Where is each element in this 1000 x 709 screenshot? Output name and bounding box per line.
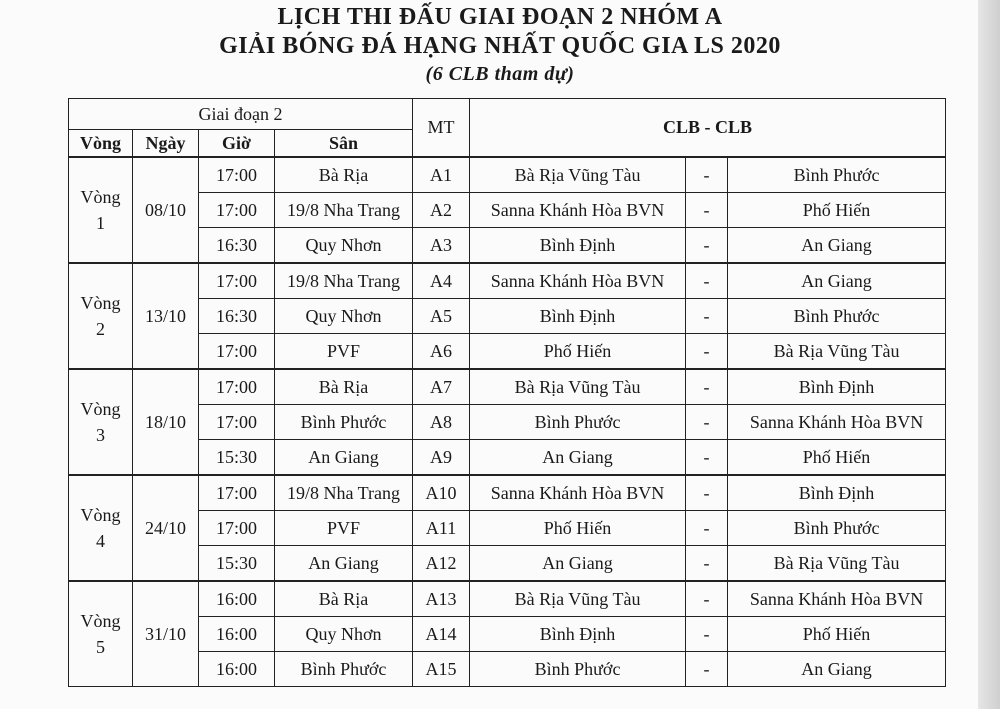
date-cell: 18/10 bbox=[133, 369, 199, 475]
time-cell: 17:00 bbox=[199, 369, 275, 405]
time-cell: 17:00 bbox=[199, 193, 275, 228]
match-code-cell: A5 bbox=[413, 299, 470, 334]
separator-cell: - bbox=[686, 369, 728, 405]
round-cell: Vòng 3 bbox=[69, 369, 133, 475]
match-code-cell: A15 bbox=[413, 652, 470, 687]
away-club-cell: Bình Phước bbox=[728, 511, 946, 546]
date-cell: 31/10 bbox=[133, 581, 199, 687]
match-code-cell: A11 bbox=[413, 511, 470, 546]
match-code-cell: A6 bbox=[413, 334, 470, 370]
home-club-cell: Bình Phước bbox=[470, 405, 686, 440]
away-club-cell: Sanna Khánh Hòa BVN bbox=[728, 405, 946, 440]
venue-cell: Quy Nhơn bbox=[275, 617, 413, 652]
separator-cell: - bbox=[686, 299, 728, 334]
table-row bbox=[69, 475, 946, 511]
table-row bbox=[69, 299, 946, 334]
time-cell: 16:00 bbox=[199, 617, 275, 652]
time-cell: 17:00 bbox=[199, 475, 275, 511]
header-date: Ngày bbox=[133, 130, 199, 158]
home-club-cell: Phố Hiến bbox=[470, 334, 686, 370]
table-row bbox=[69, 157, 946, 193]
venue-cell: Bình Phước bbox=[275, 652, 413, 687]
separator-cell: - bbox=[686, 405, 728, 440]
time-cell: 17:00 bbox=[199, 334, 275, 370]
time-cell: 17:00 bbox=[199, 511, 275, 546]
schedule-table bbox=[68, 98, 946, 687]
page-edge bbox=[978, 0, 1000, 709]
participants-note: (6 CLB tham dự) bbox=[425, 63, 575, 85]
match-code-cell: A8 bbox=[413, 405, 470, 440]
away-club-cell: Phố Hiến bbox=[728, 193, 946, 228]
home-club-cell: Bình Định bbox=[470, 617, 686, 652]
round-group bbox=[69, 581, 946, 687]
group-header: Giai đoạn 2 bbox=[69, 99, 413, 130]
table-row bbox=[69, 440, 946, 476]
away-club-cell: Bà Rịa Vũng Tàu bbox=[728, 546, 946, 582]
away-club-cell: Bà Rịa Vũng Tàu bbox=[728, 334, 946, 370]
home-club-cell: An Giang bbox=[470, 546, 686, 582]
home-club-cell: Phố Hiến bbox=[470, 511, 686, 546]
document-subtitle-tournament: GIẢI BÓNG ĐÁ HẠNG NHẤT QUỐC GIA LS 2020 bbox=[219, 33, 781, 59]
table-row bbox=[69, 334, 946, 370]
separator-cell: - bbox=[686, 581, 728, 617]
round-cell: Vòng 1 bbox=[69, 157, 133, 263]
venue-cell: Bà Rịa bbox=[275, 581, 413, 617]
venue-cell: Bình Phước bbox=[275, 405, 413, 440]
time-cell: 17:00 bbox=[199, 405, 275, 440]
home-club-cell: Sanna Khánh Hòa BVN bbox=[470, 475, 686, 511]
separator-cell: - bbox=[686, 334, 728, 370]
round-group bbox=[69, 475, 946, 581]
separator-cell: - bbox=[686, 652, 728, 687]
venue-cell: An Giang bbox=[275, 440, 413, 476]
venue-cell: Quy Nhơn bbox=[275, 228, 413, 264]
time-cell: 15:30 bbox=[199, 440, 275, 476]
table-row bbox=[69, 193, 946, 228]
table-row bbox=[69, 546, 946, 582]
away-club-cell: Bình Định bbox=[728, 475, 946, 511]
separator-cell: - bbox=[686, 475, 728, 511]
venue-cell: 19/8 Nha Trang bbox=[275, 193, 413, 228]
time-cell: 16:00 bbox=[199, 581, 275, 617]
round-group bbox=[69, 157, 946, 263]
match-code-cell: A1 bbox=[413, 157, 470, 193]
away-club-cell: Bình Phước bbox=[728, 299, 946, 334]
separator-cell: - bbox=[686, 157, 728, 193]
venue-cell: Bà Rịa bbox=[275, 369, 413, 405]
venue-cell: 19/8 Nha Trang bbox=[275, 263, 413, 299]
header-time: Giờ bbox=[199, 130, 275, 158]
away-club-cell: An Giang bbox=[728, 228, 946, 264]
separator-cell: - bbox=[686, 546, 728, 582]
away-club-cell: Phố Hiến bbox=[728, 440, 946, 476]
match-code-cell: A7 bbox=[413, 369, 470, 405]
away-club-cell: Sanna Khánh Hòa BVN bbox=[728, 581, 946, 617]
venue-cell: 19/8 Nha Trang bbox=[275, 475, 413, 511]
time-cell: 17:00 bbox=[199, 263, 275, 299]
home-club-cell: Sanna Khánh Hòa BVN bbox=[470, 193, 686, 228]
round-group bbox=[69, 263, 946, 369]
home-club-cell: Bà Rịa Vũng Tàu bbox=[470, 369, 686, 405]
home-club-cell: Bình Định bbox=[470, 299, 686, 334]
table-row bbox=[69, 263, 946, 299]
header-clubs: CLB - CLB bbox=[470, 99, 946, 158]
date-cell: 24/10 bbox=[133, 475, 199, 581]
table-row bbox=[69, 369, 946, 405]
table-row bbox=[69, 581, 946, 617]
away-club-cell: Bình Phước bbox=[728, 157, 946, 193]
home-club-cell: Sanna Khánh Hòa BVN bbox=[470, 263, 686, 299]
away-club-cell: Bình Định bbox=[728, 369, 946, 405]
time-cell: 16:00 bbox=[199, 652, 275, 687]
separator-cell: - bbox=[686, 193, 728, 228]
match-code-cell: A13 bbox=[413, 581, 470, 617]
match-code-cell: A9 bbox=[413, 440, 470, 476]
document-title: LỊCH THI ĐẤU GIAI ĐOẠN 2 NHÓM A bbox=[277, 4, 723, 30]
round-group bbox=[69, 369, 946, 475]
home-club-cell: An Giang bbox=[470, 440, 686, 476]
venue-cell: PVF bbox=[275, 334, 413, 370]
match-code-cell: A2 bbox=[413, 193, 470, 228]
home-club-cell: Bà Rịa Vũng Tàu bbox=[470, 157, 686, 193]
match-code-cell: A10 bbox=[413, 475, 470, 511]
round-cell: Vòng 5 bbox=[69, 581, 133, 687]
date-cell: 08/10 bbox=[133, 157, 199, 263]
separator-cell: - bbox=[686, 511, 728, 546]
away-club-cell: Phố Hiến bbox=[728, 617, 946, 652]
venue-cell: Quy Nhơn bbox=[275, 299, 413, 334]
separator-cell: - bbox=[686, 440, 728, 476]
time-cell: 16:30 bbox=[199, 299, 275, 334]
home-club-cell: Bà Rịa Vũng Tàu bbox=[470, 581, 686, 617]
time-cell: 16:30 bbox=[199, 228, 275, 264]
venue-cell: Bà Rịa bbox=[275, 157, 413, 193]
table-row bbox=[69, 617, 946, 652]
separator-cell: - bbox=[686, 228, 728, 264]
time-cell: 17:00 bbox=[199, 157, 275, 193]
match-code-cell: A4 bbox=[413, 263, 470, 299]
away-club-cell: An Giang bbox=[728, 263, 946, 299]
match-code-cell: A3 bbox=[413, 228, 470, 264]
separator-cell: - bbox=[686, 617, 728, 652]
table-row bbox=[69, 405, 946, 440]
header-match: MT bbox=[413, 99, 470, 158]
home-club-cell: Bình Phước bbox=[470, 652, 686, 687]
home-club-cell: Bình Định bbox=[470, 228, 686, 264]
venue-cell: PVF bbox=[275, 511, 413, 546]
round-cell: Vòng 4 bbox=[69, 475, 133, 581]
round-cell: Vòng 2 bbox=[69, 263, 133, 369]
table-row bbox=[69, 652, 946, 687]
venue-cell: An Giang bbox=[275, 546, 413, 582]
time-cell: 15:30 bbox=[199, 546, 275, 582]
table-row bbox=[69, 228, 946, 264]
date-cell: 13/10 bbox=[133, 263, 199, 369]
away-club-cell: An Giang bbox=[728, 652, 946, 687]
match-code-cell: A14 bbox=[413, 617, 470, 652]
separator-cell: - bbox=[686, 263, 728, 299]
header-venue: Sân bbox=[275, 130, 413, 158]
match-code-cell: A12 bbox=[413, 546, 470, 582]
table-row bbox=[69, 511, 946, 546]
header-round: Vòng bbox=[69, 130, 133, 158]
